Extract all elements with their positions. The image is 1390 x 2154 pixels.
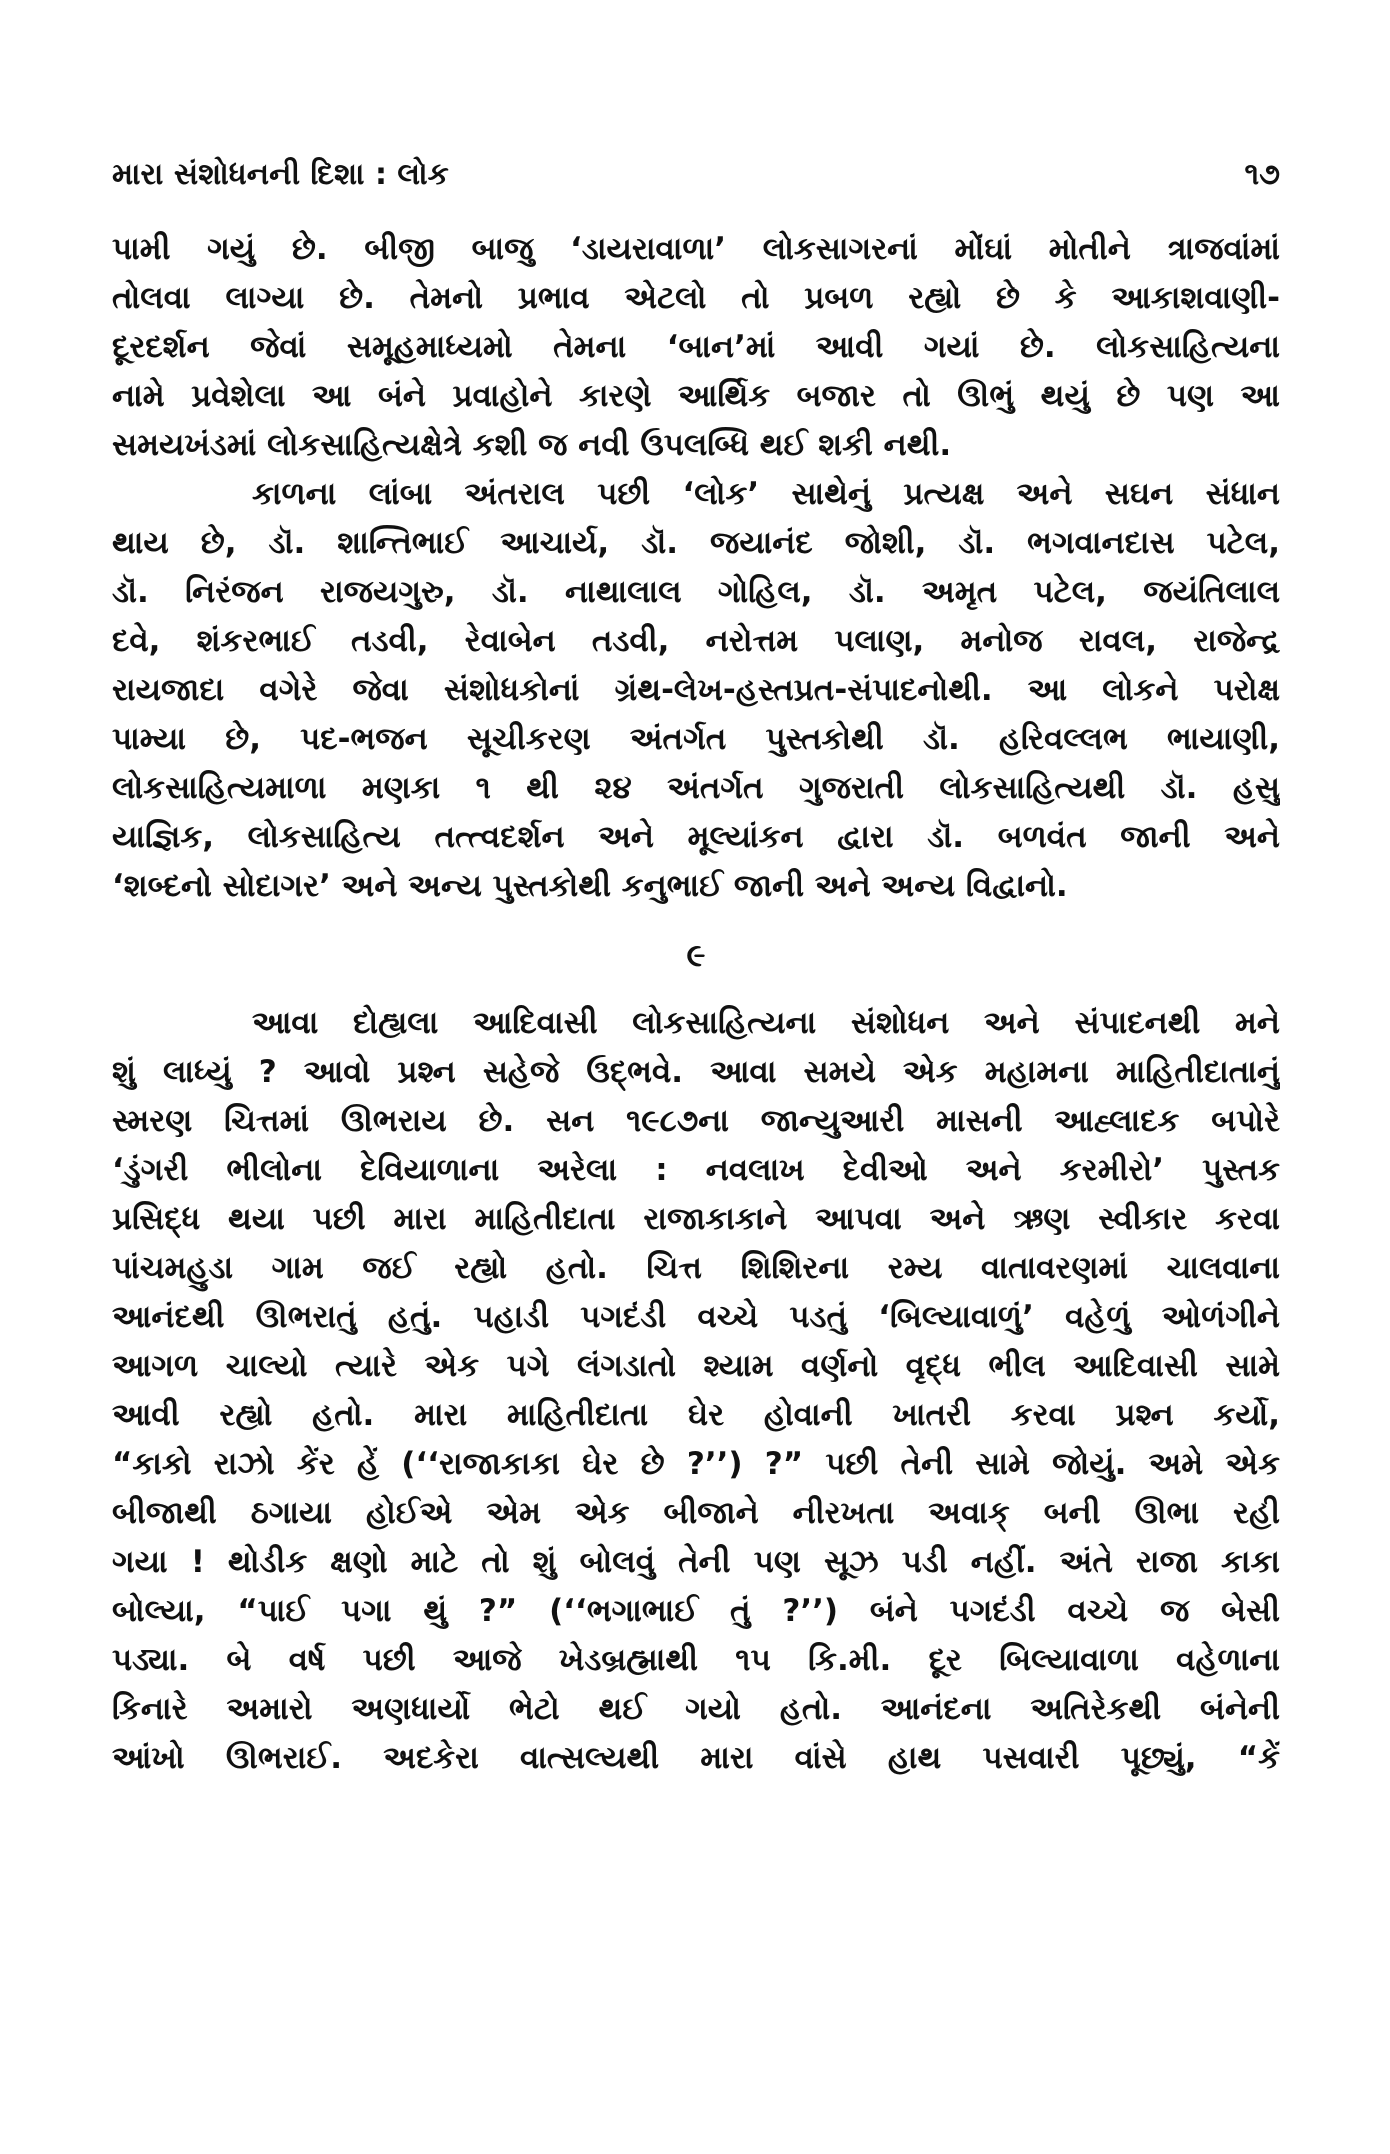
text-line: તોલવા લાગ્યા છે. તેમનો પ્રભાવ એટલો તો પ્રબળ રહ્યો છે કે આકાશવાણી- (112, 280, 1280, 316)
text-line: પામી ગયું છે. બીજી બાજુ ‘ડાયરાવાળા’ લોકસાગરનાં મોંઘાં મોતીને ત્રાજવાંમાં (112, 231, 1280, 267)
paragraph (112, 999, 1280, 1783)
text-line: રાયજાદા વગેરે જેવા સંશોધકોનાં ગ્રંથ-લેખ-હસ્તપ્રત-સંપાદનોથી. આ લોકને પરોક્ષ (112, 672, 1280, 708)
text-line: દવે, શંકરભાઈ તડવી, રેવાબેન તડવી, નરોત્તમ પલાણ, મનોજ રાવલ, રાજેન્દ્ર (112, 623, 1280, 659)
text-line: આંખો ઊભરાઈ. અદકેરા વાત્સલ્યથી મારા વાંસે હાથ પસવારી પૂછ્યું, “કેં (112, 1740, 1280, 1776)
running-head: મારા સંશોધનની દિશા : લોક (112, 157, 449, 192)
text-line: ‘ડુંગરી ભીલોના દેવિયાળાના અરેલા : નવલાખ દેવીઓ અને કરમીરો’ પુસ્તક (112, 1152, 1280, 1188)
body-text (112, 225, 1280, 1783)
text-line: બીજાથી ઠગાયા હોઈએ એમ એક બીજાને નીરખતા અવાક્ બની ઊભા રહી (112, 1495, 1280, 1531)
text-line: આગળ ચાલ્યો ત્યારે એક પગે લંગડાતો શ્યામ વર્ણનો વૃદ્ધ ભીલ આદિવાસી સામે (112, 1348, 1280, 1384)
text-line: નામે પ્રવેશેલા આ બંને પ્રવાહોને કારણે આર્થિક બજાર તો ઊભું થયું છે પણ આ (112, 378, 1280, 414)
text-line: પ્રસિદ્ધ થયા પછી મારા માહિતીદાતા રાજાકાકાને આપવા અને ઋણ સ્વીકાર કરવા (112, 1201, 1280, 1237)
text-line: યાજ્ઞિક, લોકસાહિત્ય તત્ત્વદર્શન અને મૂલ્યાંકન દ્વારા ડૉ. બળવંત જાની અને (112, 819, 1280, 855)
paragraph (112, 470, 1280, 911)
text-line: કિનારે અમારો અણધાર્યો ભેટો થઈ ગયો હતો. આનંદના અતિરેકથી બંનેની (112, 1691, 1280, 1727)
page-header (112, 150, 1280, 200)
text-line: “કાકો રાઝો કેંર હેં (‘‘રાજાકાકા ઘેર છે ?’’) ?” પછી તેની સામે જોયું. અમે એક (112, 1446, 1280, 1482)
page-number: ૧૭ (1244, 157, 1280, 192)
text-line: બોલ્યા, “પાઈ પગા થું ?” (‘‘ભગાભાઈ તું ?’’) બંને પગદંડી વચ્ચે જ બેસી (112, 1593, 1280, 1629)
text-line: સમયખંડમાં લોકસાહિત્યક્ષેત્રે કશી જ નવી ઉપલબ્ધિ થઈ શકી નથી. (112, 427, 952, 463)
section-number: ૯ (686, 936, 706, 974)
paragraph (112, 225, 1280, 470)
text-line: ‘શબ્દનો સોદાગર’ અને અન્ય પુસ્તકોથી કનુભાઈ જાની અને અન્ય વિદ્વાનો. (112, 868, 1068, 904)
text-line: આવી રહ્યો હતો. મારા માહિતીદાતા ઘેર હોવાની ખાતરી કરવા પ્રશ્ન કર્યો, (112, 1397, 1280, 1433)
text-line: ડૉ. નિરંજન રાજયગુરુ, ડૉ. નાથાલાલ ગોહિલ, ડૉ. અમૃત પટેલ, જયંતિલાલ (112, 574, 1280, 610)
text-line: દૂરદર્શન જેવાં સમૂહમાધ્યમો તેમના ‘બાન’માં આવી ગયાં છે. લોકસાહિત્યના (112, 329, 1280, 365)
text-line: આવા દોહ્યલા આદિવાસી લોકસાહિત્યના સંશોધન અને સંપાદનથી મને (252, 1005, 1280, 1041)
text-line: પાંચમહુડા ગામ જઈ રહ્યો હતો. ચિત્ત શિશિરના રમ્ય વાતાવરણમાં ચાલવાના (112, 1250, 1280, 1286)
text-line: આનંદથી ઊભરાતું હતું. પહાડી પગદંડી વચ્ચે પડતું ‘બિલ્યાવાળું’ વહેળું ઓળંગીને (112, 1299, 1280, 1335)
text-line: લોકસાહિત્યમાળા મણકા ૧ થી ૨૪ અંતર્ગત ગુજરાતી લોકસાહિત્યથી ડૉ. હસુ (112, 770, 1280, 806)
text-line: પામ્યા છે, પદ-ભજન સૂચીકરણ અંતર્ગત પુસ્તકોથી ડૉ. હરિવલ્લભ ભાયાણી, (112, 721, 1280, 757)
text-line: કાળના લાંબા અંતરાલ પછી ‘લોક’ સાથેનું પ્રત્યક્ષ અને સઘન સંધાન (252, 476, 1280, 512)
text-line: શું લાધ્યું ? આવો પ્રશ્ન સહેજે ઉદ્ભવે. આવા સમયે એક મહામના માહિતીદાતાનું (112, 1054, 1280, 1090)
text-line: સ્મરણ ચિત્તમાં ઊભરાય છે. સન ૧૯૮૭ના જાન્યુઆરી માસની આહ્લાદક બપોરે (112, 1103, 1280, 1139)
text-line: ગયા ! થોડીક ક્ષણો માટે તો શું બોલવું તેની પણ સૂઝ પડી નહીં. અંતે રાજા કાકા (112, 1544, 1280, 1580)
text-line: થાય છે, ડૉ. શાન્તિભાઈ આચાર્ય, ડૉ. જયાનંદ જોશી, ડૉ. ભગવાનદાસ પટેલ, (112, 525, 1280, 561)
text-line: પડ્યા. બે વર્ષ પછી આજે ખેડબ્રહ્માથી ૧૫ કિ.મી. દૂર બિલ્યાવાળા વહેળાના (112, 1642, 1280, 1678)
